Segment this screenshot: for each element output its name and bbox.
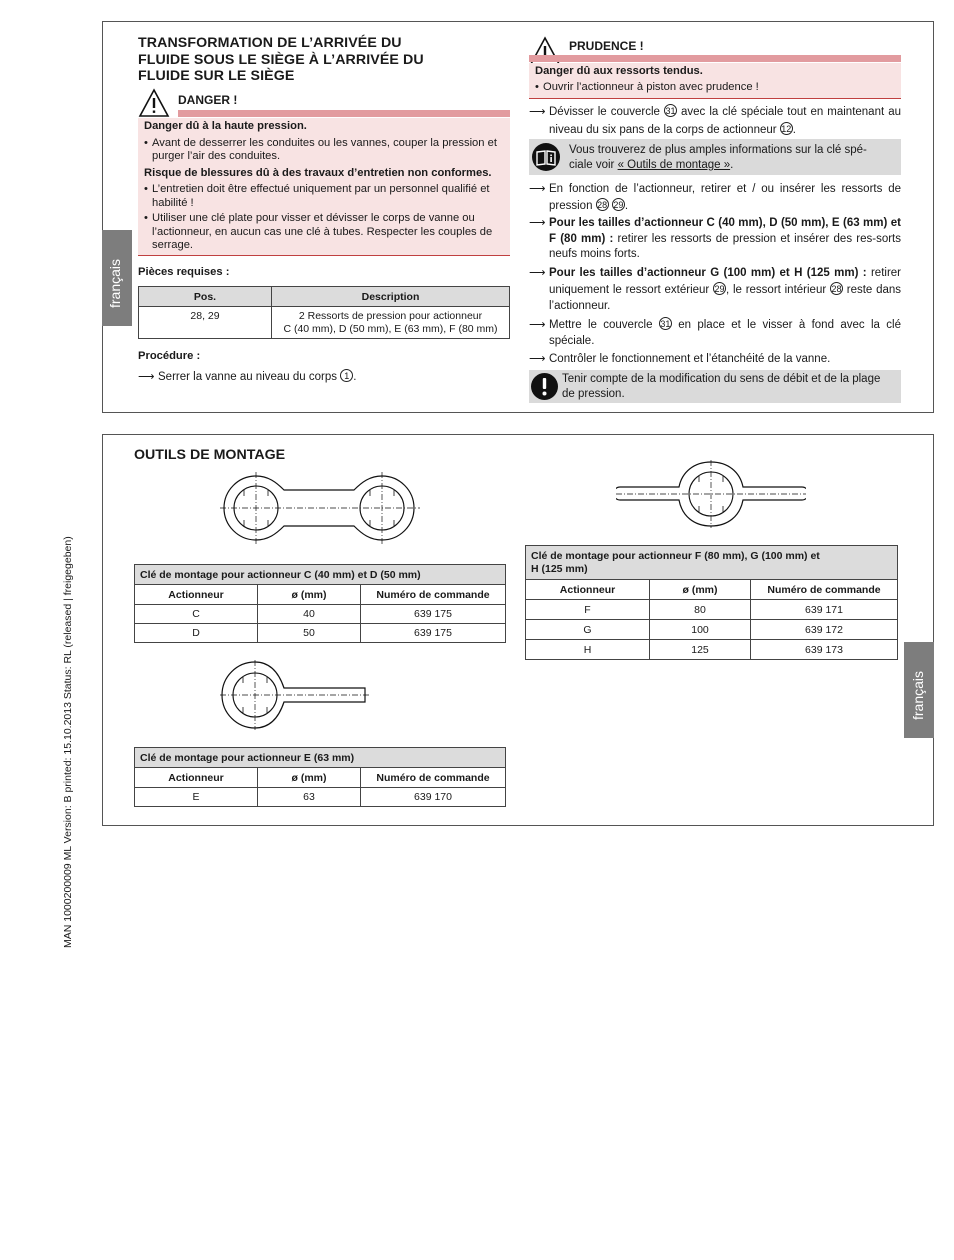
parts-table [138, 286, 510, 339]
step-text: Contrôler le fonctionnement et l’étanchéité de la vanne. [549, 353, 831, 365]
table-cell: C [135, 605, 258, 624]
col-header: ø (mm) [258, 585, 361, 605]
section-title [138, 35, 508, 85]
table-cell: 80 [650, 600, 751, 620]
single-wrench-drawing [220, 660, 370, 730]
ref-number: 31 [660, 319, 671, 329]
note-box [529, 370, 901, 403]
table-row [526, 620, 898, 640]
link-outils-de-montage[interactable]: « Outils de montage » [617, 159, 731, 171]
table-cell: 639 175 [361, 624, 506, 643]
step-text: retirer uniquement le ressort extérieur [549, 267, 901, 296]
caution-body [529, 63, 901, 99]
table-row [526, 600, 898, 620]
tool-table-e [134, 747, 506, 807]
title-line: TRANSFORMATION DE L’ARRIVÉE DU [138, 35, 402, 51]
book-info-icon [531, 142, 561, 172]
caption-line: Clé de montage pour actionneur F (80 mm), G (100 mm) et [531, 549, 820, 562]
tool-table-f-h [525, 545, 898, 660]
cell-line: C (40 mm), D (50 mm), E (63 mm), F (80 mm) [283, 322, 498, 335]
table-cell: 125 [650, 640, 751, 660]
table-cell: E [135, 788, 258, 807]
danger-title-1: Danger dû à la haute pression. [144, 120, 307, 132]
step-check [529, 351, 901, 367]
title-line: FLUIDE SOUS LE SIÈGE À L’ARRIVÉE DU [138, 51, 424, 68]
caption-line: H (125 mm) [531, 562, 588, 575]
step-springs: ⟶ En fonction de l’actionneur, retirer et / ou insérer les ressorts de pression 28 29 . [529, 183, 901, 212]
cell-line: 2 Ressorts de pression pour actionneur [298, 309, 483, 322]
table-cell: 50 [258, 624, 361, 643]
col-header: Actionneur [135, 768, 258, 788]
step-text: Dévisser le couvercle [549, 106, 660, 118]
table-caption: Clé de montage pour actionneur E (63 mm) [135, 748, 506, 768]
table-row [135, 788, 506, 807]
ref-number: 28 [597, 200, 608, 210]
parts-label: Pièces requises : [138, 266, 230, 278]
language-tab-left [102, 230, 132, 326]
step-sizes-g-h [529, 265, 901, 315]
table-cell: 639 172 [751, 620, 898, 640]
print-info-vertical: MAN 1000200009 ML Version: B printed: 15.10.2013 Status: RL (released | freigegeben) [62, 536, 74, 948]
col-header: ø (mm) [258, 768, 361, 788]
table-cell: 639 173 [751, 640, 898, 660]
table-cell: 100 [650, 620, 751, 640]
table-cell: H [526, 640, 650, 660]
step-bold: Pour les tailles d’actionneur C (40 mm), D (50 mm), E (63 mm) et F (80 mm) : [549, 217, 901, 245]
table-cell: 639 171 [751, 600, 898, 620]
tool-table-c-d [134, 564, 506, 643]
language-tab-right [904, 642, 934, 738]
table-row [135, 624, 506, 643]
col-header: Numéro de commande [361, 585, 506, 605]
caution-bar [529, 55, 901, 62]
danger-bar [178, 110, 510, 117]
ref-number: 28 [831, 283, 842, 294]
step-text: En fonction de l’actionneur, retirer et / ou insérer les ressorts de pression [549, 183, 901, 212]
step-text: Mettre le couvercle [549, 319, 653, 331]
note-text: Tenir compte de la modification du sens de débit et de la plage de pression. [562, 373, 881, 400]
table-cell: 28, 29 [139, 307, 272, 339]
language-tab-label: français [107, 258, 123, 308]
step-text: , le ressort intérieur [726, 283, 827, 296]
arrow-icon: ⟶ [138, 371, 155, 383]
double-wrench-drawing [220, 472, 420, 544]
info-text: Vous trouverez de plus amples informations sur la clé spé-ciale voir [569, 144, 867, 171]
tools-title: OUTILS DE MONTAGE [134, 447, 286, 463]
danger-label: DANGER ! [178, 93, 238, 107]
danger-bullet: • L’entretien doit être effectué uniquement par un personnel qualifié et habilité ! [144, 183, 504, 210]
ref-number: 12 [781, 124, 792, 134]
exclamation-icon [530, 372, 559, 401]
procedure-label: Procédure : [138, 350, 201, 362]
step-text: en place et le visser à fond avec la clé spéciale. [549, 319, 901, 347]
arrow-icon: ⟶ [529, 106, 546, 118]
info-box: Vous trouverez de plus amples informations sur la clé spé-ciale voir « Outils de montage ». [529, 139, 901, 175]
table-cell: 63 [258, 788, 361, 807]
arrow-icon: ⟶ [529, 267, 546, 279]
step-bold: Pour les tailles d’actionneur G (100 mm) et H (125 mm) : [549, 267, 867, 279]
table-cell: G [526, 620, 650, 640]
step-text: retirer les ressorts de pression et insérer des res-sorts neufs moins forts. [549, 232, 901, 260]
step-text: avec la clé spéciale tout en maintenant au niveau du six pans de la corps de actionneur [549, 106, 901, 136]
caution-bullet: • Ouvrir l’actionneur à piston avec prudence ! [535, 81, 895, 95]
table-cell: D [135, 624, 258, 643]
table-caption: Clé de montage pour actionneur C (40 mm) et D (50 mm) [135, 565, 506, 585]
ref-number: 29 [714, 283, 725, 294]
col-header: Actionneur [526, 580, 650, 600]
ref-number: 29 [613, 200, 624, 210]
arrow-icon: ⟶ [529, 217, 546, 229]
step-text: reste dans l’actionneur. [549, 283, 902, 312]
step-text: Serrer la vanne au niveau du corps [158, 371, 337, 383]
danger-bullet: • Avant de desserrer les conduites ou les vannes, couper la pression et purger l’air des conduites. [144, 137, 504, 164]
table-cell: F [526, 600, 650, 620]
step-1: ⟶ Serrer la vanne au niveau du corps 1 . [138, 371, 357, 383]
danger-body [138, 118, 510, 256]
warning-triangle-icon [138, 88, 170, 118]
table-cell [272, 307, 510, 339]
title-line: FLUIDE SUR LE SIÈGE [138, 68, 295, 84]
col-header: Numéro de commande [751, 580, 898, 600]
table-cell: 639 170 [361, 788, 506, 807]
step-unscrew-cover: ⟶ Dévisser le couvercle 31 avec la clé spéciale tout en maintenant au niveau du six pans de la corps de actionneur 12 . [529, 103, 901, 139]
table-cell: 639 175 [361, 605, 506, 624]
arrow-icon: ⟶ [529, 319, 546, 331]
two-handle-wrench-drawing [616, 460, 806, 528]
arrow-icon: ⟶ [529, 183, 546, 195]
col-header: Numéro de commande [361, 768, 506, 788]
col-header: ø (mm) [650, 580, 751, 600]
caution-title: Danger dû aux ressorts tendus. [535, 65, 703, 77]
ref-number: 1 [340, 369, 353, 382]
table-row [526, 640, 898, 660]
table-caption [526, 546, 898, 580]
ref-number: 31 [665, 106, 676, 116]
col-header: Pos. [139, 287, 272, 307]
danger-bullet: • Utiliser une clé plate pour visser et dévisser le corps de vanne ou l’actionneur, en aucun cas une clé à tubes. Respecter les couples de serrage. [144, 212, 504, 253]
danger-title-2: Risque de blessures dû à des travaux d’entretien non conformes. [144, 166, 492, 179]
caution-label: PRUDENCE ! [569, 39, 644, 53]
col-header: Actionneur [135, 585, 258, 605]
step-refit-cover [529, 317, 901, 349]
table-row [135, 605, 506, 624]
col-header: Description [272, 287, 510, 307]
language-tab-label: français [910, 670, 926, 720]
arrow-icon: ⟶ [529, 353, 546, 365]
step-sizes-c-f [529, 216, 901, 263]
table-cell: 40 [258, 605, 361, 624]
